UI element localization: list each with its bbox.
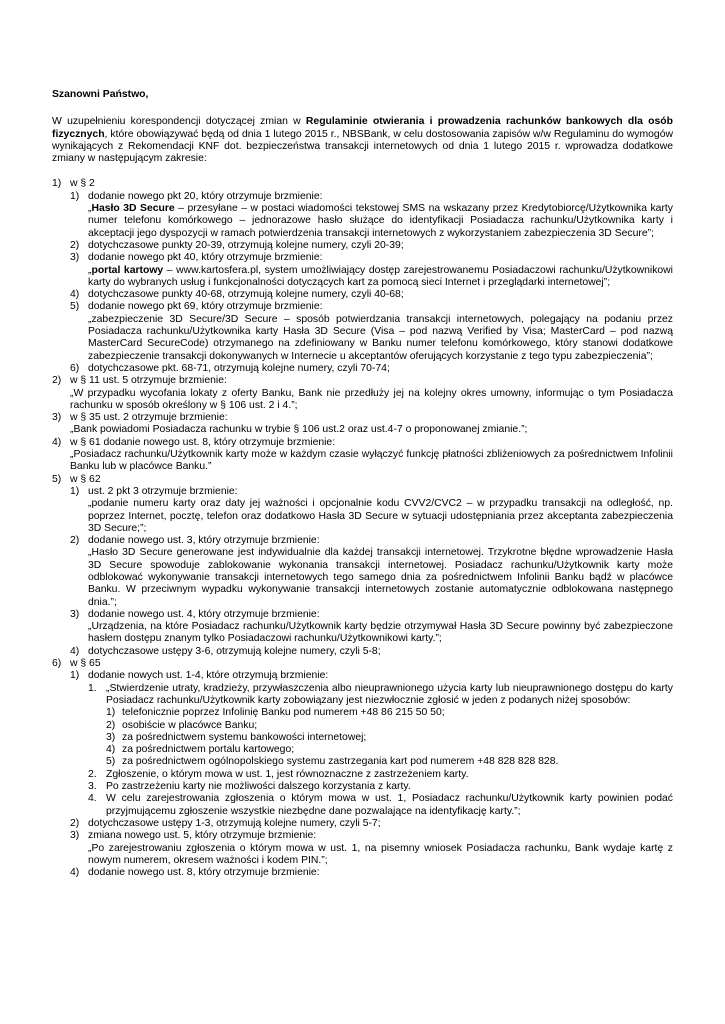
paragraph-item (88, 781, 673, 793)
section-heading: w § 2 (70, 178, 95, 190)
method-item (106, 732, 673, 744)
section-1 (52, 178, 673, 375)
item-text: dodanie nowego pkt 40, który otrzymuje brzmienie: (88, 252, 323, 264)
item-number: 2) (70, 239, 80, 251)
list-item (70, 191, 673, 240)
item-text: dodanie nowego pkt 20, który otrzymuje brzmienie: (88, 190, 323, 202)
item-number: 1) (70, 190, 80, 202)
item-text: dodanie nowego ust. 3, który otrzymuje brzmienie: (88, 535, 320, 547)
item-text: ust. 2 pkt 3 otrzymuje brzmienie: (88, 485, 238, 497)
paragraph-number: 4. (88, 793, 97, 805)
list-item (70, 670, 673, 818)
paragraph-list (88, 683, 673, 818)
list-item (70, 240, 673, 252)
section-number: 1) (52, 178, 62, 190)
paragraph-item (88, 683, 673, 769)
item-number: 1) (70, 670, 80, 682)
quote (88, 314, 673, 363)
list-item (70, 867, 673, 879)
section-number: 2) (52, 375, 62, 387)
amendments-list (52, 178, 673, 879)
section-heading: w § 62 (70, 473, 101, 485)
method-item (106, 756, 673, 768)
section-number: 6) (52, 658, 62, 670)
list-item (70, 818, 673, 830)
quote-term: Hasło 3D Secure (91, 203, 175, 215)
item-number: 3) (70, 252, 80, 264)
method-item (106, 744, 673, 756)
sub-list (70, 670, 673, 879)
quote-open: „ (88, 203, 92, 215)
greeting: Szanowni Państwo, (52, 89, 149, 100)
method-item (106, 720, 673, 732)
quote: „podanie numeru karty oraz daty jej ważności i opcjonalnie kodu CVV2/CVC2 – w przypadku transakcji na odległość, np. poprzez Internet, pocztę, telefon oraz dodatkowo Hasła 3D Secure w sytuacji udostępniania przez akceptanta zabezpieczenia 3D Secure;”; (88, 498, 673, 534)
list-item (70, 830, 673, 867)
intro-paragraph (52, 116, 673, 165)
item-text: dotychczasowe punkty 20-39, otrzymują kolejne numery, czyli 20-39; (88, 239, 404, 251)
paragraph-number: 1. (88, 682, 97, 694)
item-text: dotychczasowe pkt. 68-71, otrzymują kolejne numery, czyli 70-74; (88, 362, 390, 374)
item-text: dodanie nowego ust. 8, który otrzymuje brzmienie: (88, 867, 320, 879)
section-number: 4) (52, 436, 62, 448)
quote: „Hasło 3D Secure generowane jest indywidualnie dla każdej transakcji internetowej. Trzykrotne błędne wprowadzenie Hasła 3D Secure spowoduje zablokowanie wykonania transakcji internetowej. Posiadacz rachunku/Użytkownik karty może odblokować wykonywanie transakcji internetowych tego samego dnia za pośrednictwem Infolinii Banku bądź w placówce Banku. W przeciwnym wypadku wykonywanie transakcji internetowych zostanie automatycznie odblokowana następnego dnia.”; (88, 547, 673, 608)
item-text: zmiana nowego ust. 5, który otrzymuje brzmienie: (88, 830, 317, 842)
paragraph-text: Zgłoszenie, o którym mowa w ust. 1, jest równoznaczne z zastrzeżeniem karty. (106, 768, 469, 780)
item-number: 4) (70, 645, 80, 657)
section-4 (52, 437, 673, 474)
method-text: za pośrednictwem portalu kartowego; (122, 744, 295, 756)
method-number: 3) (106, 731, 116, 743)
item-number: 5) (70, 301, 80, 313)
item-text: dotychczasowe ustępy 1-3, otrzymują kolejne numery, czyli 5-7; (88, 817, 381, 829)
quote-text: – przesyłane – w postaci wiadomości tekstowej SMS na wskazany przez Kredytobiorcę/Użytkownika karty numer telefonu komórkowego – jednorazowe hasło służące do identyfikacji Posiadacza rachunku/Użytkownika karty i akceptacji jego dyspozycji w ramach potwierdzenia transakcji internetowych z wykorzystaniem zabezpieczenia 3D Secure”; (88, 203, 674, 239)
item-number: 3) (70, 608, 80, 620)
item-text: dodanie nowego ust. 4, który otrzymuje brzmienie: (88, 608, 320, 620)
section-heading: w § 61 dodanie nowego ust. 8, który otrzymuje brzmienie: (70, 436, 336, 448)
method-number: 2) (106, 719, 116, 731)
section-2 (52, 375, 673, 412)
item-number: 1) (70, 485, 80, 497)
list-item (70, 289, 673, 301)
paragraph-text: Po zastrzeżeniu karty nie możliwości dalszego korzystania z karty. (106, 781, 411, 793)
section-5 (52, 474, 673, 658)
item-number: 2) (70, 817, 80, 829)
section-number: 3) (52, 412, 62, 424)
quote (88, 265, 673, 290)
paragraph-number: 3. (88, 781, 97, 793)
quote: „Posiadacz rachunku/Użytkownik karty może w każdym czasie wyłączyć funkcję płatności zbliżeniowych za pośrednictwem Infolinii Banku lub w placówce Banku.” (70, 449, 673, 473)
quote (88, 203, 673, 240)
list-item (70, 486, 673, 535)
item-text: dotychczasowe punkty 40-68, otrzymują kolejne numery, czyli 40-68; (88, 289, 404, 301)
list-item (70, 609, 673, 646)
section-heading: w § 65 (70, 658, 101, 670)
item-text: dodanie nowego pkt 69, który otrzymuje brzmienie: (88, 301, 323, 313)
item-text: dodanie nowych ust. 1-4, które otrzymują brzmienie: (88, 670, 329, 682)
quote: „Po zarejestrowaniu zgłoszenia o którym mowa w ust. 1, na pisemny wniosek Posiadacza rachunku, Bank wydaje kartę z nowym numerem, okresem ważności i kodem PIN.”; (88, 842, 673, 866)
intro-part2: , które obowiązywać będą od dnia 1 lutego 2015 r., NBSBank, w celu dostosowania zapisów w/w Regulaminu do wymogów wynikających z Rekomendacji KNF dot. bezpieczeństwa transakcji internetowych od dnia 1 lutego 2015 r. wprowadza dodatkowe zmiany w następującym zakresie: (52, 128, 673, 165)
paragraph-text: „Stwierdzenie utraty, kradzieży, przywłaszczenia albo nieuprawnionego użycia karty lub nieuprawnionego dostępu do karty Posiadacz rachunku/Użytkownik karty zobowiązany jest niezwłocznie zgłosić w jeden z podanych niżej sposobów: (106, 682, 673, 706)
method-text: za pośrednictwem ogólnopolskiego systemu zastrzegania kart pod numerem +48 828 828 828. (122, 756, 559, 768)
paragraph-item (88, 793, 673, 818)
method-text: telefonicznie poprzez Infolinię Banku pod numerem +48 86 215 50 50; (122, 707, 445, 719)
list-item (70, 535, 673, 609)
list-item (70, 646, 673, 658)
section-number: 5) (52, 473, 62, 485)
sub-list (70, 191, 673, 375)
list-item (70, 363, 673, 375)
item-number: 4) (70, 867, 80, 879)
method-item (106, 707, 673, 719)
intro-bold: Regulaminie otwierania i prowadzenia rachunków bankowych dla osób fizycznych (52, 116, 673, 140)
paragraph-number: 2. (88, 768, 97, 780)
paragraph-item (88, 769, 673, 781)
method-number: 1) (106, 707, 116, 719)
section-3 (52, 412, 673, 437)
section-heading: w § 11 ust. 5 otrzymuje brzmienie: (70, 375, 227, 387)
method-text: osobiście w placówce Banku; (122, 719, 258, 731)
item-number: 6) (70, 362, 80, 374)
quote: „W przypadku wycofania lokaty z oferty Banku, Bank nie przedłuży jej na kolejny okres umowny, informując o tym Posiadacza rachunku w sposób określony w § 106 ust. 2 i 4.”; (70, 387, 673, 411)
sub-list (70, 486, 673, 658)
list-item (70, 301, 673, 362)
item-number: 2) (70, 535, 80, 547)
quote-text: – www.kartosfera.pl, system umożliwiający dostęp zarejestrowanemu Posiadaczowi rachunku/Użytkownikowi karty do wybranych usług i funkcjonalności dotyczących kart za pomocą sieci Internet i przeglądarki internetowej”; (88, 264, 673, 288)
section-6 (52, 658, 673, 879)
paragraph-text: W celu zarejestrowania zgłoszenia o którym mowa w ust. 1, Posiadacz rachunku/Użytkownik karty powinien podać przyjmującemu zgłoszenie wszystkie niezbędne dane pozwalające na identyfikację karty.”; (106, 793, 673, 817)
item-number: 4) (70, 289, 80, 301)
section-heading: w § 35 ust. 2 otrzymuje brzmienie: (70, 412, 228, 424)
quote: „Bank powiadomi Posiadacza rachunku w trybie § 106 ust.2 oraz ust.4-7 o proponowanej zmianie.”; (70, 424, 528, 436)
method-text: za pośrednictwem systemu bankowości internetowej; (122, 731, 367, 743)
method-number: 5) (106, 756, 116, 768)
intro-part1: W uzupełnieniu korespondencji dotyczącej zmian w (52, 116, 306, 128)
item-number: 3) (70, 830, 80, 842)
method-list (106, 707, 673, 768)
method-number: 4) (106, 744, 116, 756)
quote: „Urządzenia, na które Posiadacz rachunku/Użytkownik karty będzie otrzymywał Hasła 3D Secure powinny być zabezpieczone hasłem dostępu znanym tylko Posiadaczowi rachunku/Użytkownikowi karty.”; (88, 621, 673, 645)
quote-term: portal kartowy (91, 264, 164, 276)
item-text: dotychczasowe ustępy 3-6, otrzymują kolejne numery, czyli 5-8; (88, 645, 381, 657)
quote-text: „zabezpieczenie 3D Secure/3D Secure – sposób potwierdzania transakcji internetowych, polegający na podaniu przez Posiadacza rachunku/Użytkownika karty Hasła 3D Secure (Visa – pod nazwą Verified by Visa; MasterCard – pod nazwą MasterCard SecureCode) otrzymanego na zdefiniowany w Banku numer telefonu komórkowego, który stanowi dodatkowe zabezpieczenie transakcji dokonywanych w Internecie u akceptantów oferujących korzystanie z tego typu zabezpieczenia”; (88, 313, 673, 362)
quote-open: „ (88, 264, 92, 276)
list-item (70, 252, 673, 289)
